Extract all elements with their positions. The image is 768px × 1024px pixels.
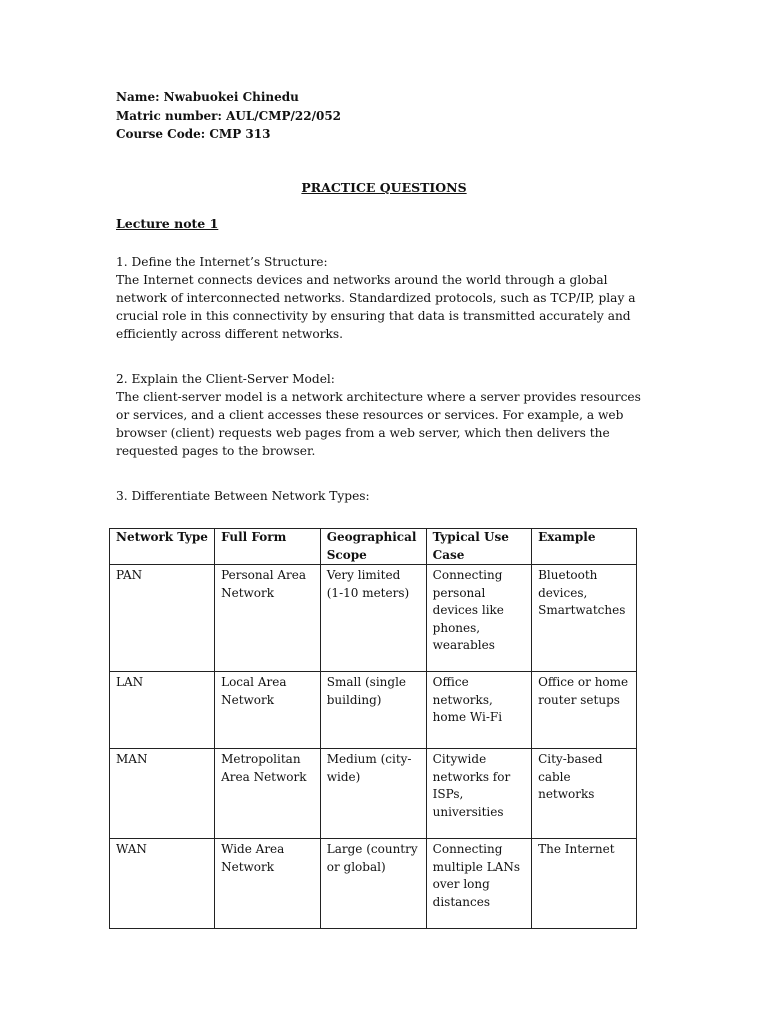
- table-cell: Personal Area Network: [215, 565, 321, 672]
- question-1-answer: The Internet connects devices and networks around the world through a global network of interconnected networks. Standardized protocols, such as TCP/IP, play a crucial role in this connectivity by ensuring that data is transmitted accurately and efficiently across different networks.: [116, 273, 636, 341]
- table-cell: PAN: [110, 565, 215, 672]
- table-cell: WAN: [110, 839, 215, 929]
- table-cell: Large (country or global): [320, 839, 426, 929]
- page-title: PRACTICE QUESTIONS: [301, 180, 467, 195]
- table-row: [110, 672, 637, 749]
- table-cell: LAN: [110, 672, 215, 749]
- table-header-row: [110, 529, 637, 565]
- table-cell: MAN: [110, 749, 215, 839]
- question-1-title: 1. Define the Internet’s Structure:: [116, 255, 328, 269]
- question-3: [116, 487, 656, 505]
- table-cell: Wide Area Network: [215, 839, 321, 929]
- lecture-heading: Lecture note 1: [116, 216, 219, 231]
- question-2: [116, 370, 656, 460]
- table-cell: Metropolitan Area Network: [215, 749, 321, 839]
- header-network-type: Network Type: [110, 529, 215, 565]
- header-example: Example: [532, 529, 637, 565]
- course-code: Course Code: CMP 313: [116, 127, 271, 141]
- network-types-table: [109, 528, 637, 929]
- table-cell: Connecting personal devices like phones, wearables: [426, 565, 531, 672]
- header-typical-use-case: Typical Use Case: [426, 529, 531, 565]
- table-cell: Very limited (1-10 meters): [320, 565, 426, 672]
- table-cell: Medium (city-wide): [320, 749, 426, 839]
- table-cell: Connecting multiple LANs over long distances: [426, 839, 531, 929]
- header-geographical-scope: Geographical Scope: [320, 529, 426, 565]
- table-row: [110, 749, 637, 839]
- student-info: [116, 88, 341, 144]
- table-cell: Local Area Network: [215, 672, 321, 749]
- question-1: [116, 253, 656, 343]
- header-full-form: Full Form: [215, 529, 321, 565]
- matric-number: Matric number: AUL/CMP/22/052: [116, 108, 342, 123]
- table-cell: City-based cable networks: [532, 749, 637, 839]
- table-row: [110, 839, 637, 929]
- table-row: [110, 565, 637, 672]
- question-3-title: 3. Differentiate Between Network Types:: [116, 489, 370, 503]
- table-cell: Office networks, home Wi-Fi: [426, 672, 531, 749]
- question-2-title: 2. Explain the Client-Server Model:: [116, 372, 335, 386]
- table-cell: Small (single building): [320, 672, 426, 749]
- table-cell: The Internet: [532, 839, 637, 929]
- student-name: Name: Nwabuokei Chinedu: [116, 90, 299, 104]
- table-cell: Office or home router setups: [532, 672, 637, 749]
- question-2-answer: The client-server model is a network architecture where a server provides resources or services, and a client accesses these resources or services. For example, a web browser (client) requests web pages from a web server, which then delivers the requested pages to the browser.: [116, 390, 641, 458]
- table-cell: Bluetooth devices, Smartwatches: [532, 565, 637, 672]
- table-cell: Citywide networks for ISPs, universities: [426, 749, 531, 839]
